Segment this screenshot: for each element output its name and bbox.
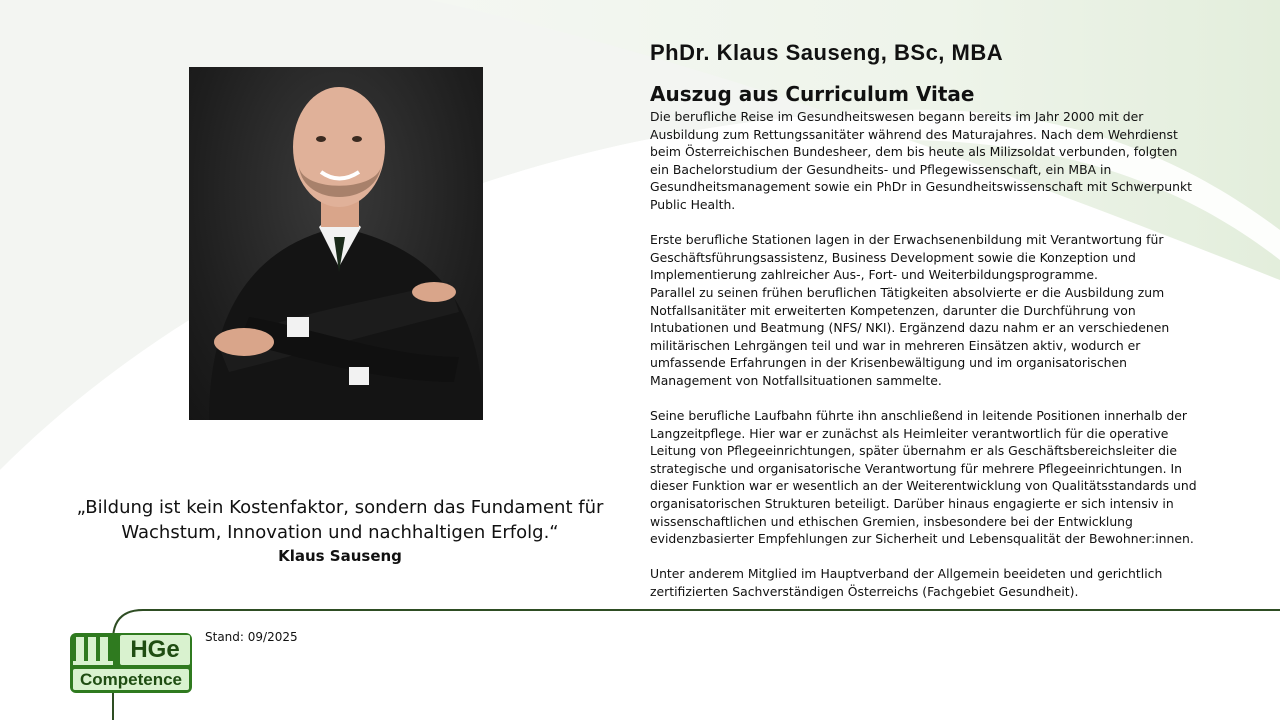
quote-author: Klaus Sauseng bbox=[278, 547, 402, 565]
cv-paragraph-2: Erste berufliche Stationen lagen in der Erwachsenenbildung mit Verantwortung für Geschäftsführungsassistenz, Business Development sowie die Konzeption und Implementierung zahlreicher Aus-, Fort- und Weiterbildungsprogramme. bbox=[650, 232, 1164, 283]
person-name-title: PhDr. Klaus Sauseng, BSc, MBA bbox=[650, 40, 1004, 65]
quote-line-2: Wachstum, Innovation und nachhaltigen Erfolg.“ bbox=[121, 522, 559, 543]
logo-hge-text: HGe bbox=[120, 635, 190, 665]
portrait-photo bbox=[189, 67, 483, 420]
stand-date: Stand: 09/2025 bbox=[205, 630, 298, 644]
cv-paragraph-3: Parallel zu seinen frühen beruflichen Tätigkeiten absolvierte er die Ausbildung zum Notfallsanitäter mit erweiterten Kompetenzen, darunter die Durchführung von Intubationen und Beatmung (NFS/ NKI). Ergänzend dazu nahm er an verschiedenen militärischen Lehrgängen teil und war in mehreren Einsätzen aktiv, wodurch er umfassende Erfahrungen in der Krisenbewältigung und im organisatorischen Management von Notfallsituationen sammelte. bbox=[650, 284, 1170, 388]
cv-body bbox=[650, 108, 1200, 601]
cv-paragraph-5: Unter anderem Mitglied im Hauptverband der Allgemein beeideten und gerichtlich zertifizierten Sachverständigen Österreichs (Fachgebiet Gesundheit). bbox=[650, 566, 1163, 600]
logo-competence-text: Competence bbox=[73, 669, 189, 690]
portrait-illustration bbox=[189, 67, 483, 420]
cv-subtitle: Auszug aus Curriculum Vitae bbox=[650, 82, 975, 106]
quote-block bbox=[60, 495, 620, 565]
hge-competence-logo bbox=[70, 633, 192, 693]
cv-paragraph-4: Seine berufliche Laufbahn führte ihn anschließend in leitende Positionen innerhalb der Langzeitpflege. Hier war er zunächst als Heimleiter verantwortlich für die operative Leitung von Pflegeeinrichtungen, später übernahm er als Geschäftsbereichsleiter die strategische und organisatorische Verantwortung für mehrere Pflegeeinrichtungen. In dieser Funktion war er wesentlich an der Weiterentwicklung von Qualitätsstandards und organisatorischen Strukturen beteiligt. Darüber hinaus engagierte er sich intensiv in wissenschaftlichen und ethischen Gremien, insbesondere bei der Entwicklung evidenzbasierter Empfehlungen zur Sicherheit und Lebensqualität der Bewohner:innen. bbox=[650, 408, 1197, 547]
quote-line-1: „Bildung ist kein Kostenfaktor, sondern das Fundament für bbox=[76, 497, 604, 518]
cv-paragraph-1: Die berufliche Reise im Gesundheitswesen begann bereits im Jahr 2000 mit der Ausbildung zum Rettungssanitäter während des Maturajahres. Nach dem Wehrdienst beim Österreichischen Bundesheer, dem bis heute als Milizsoldat verbunden, folgten ein Bachelorstudium der Gesundheits- und Pflegewissenschaft, ein MBA in Gesundheitsmanagement sowie ein PhDr in Gesundheitswissenschaft mit Schwerpunkt Public Health. bbox=[650, 109, 1192, 212]
